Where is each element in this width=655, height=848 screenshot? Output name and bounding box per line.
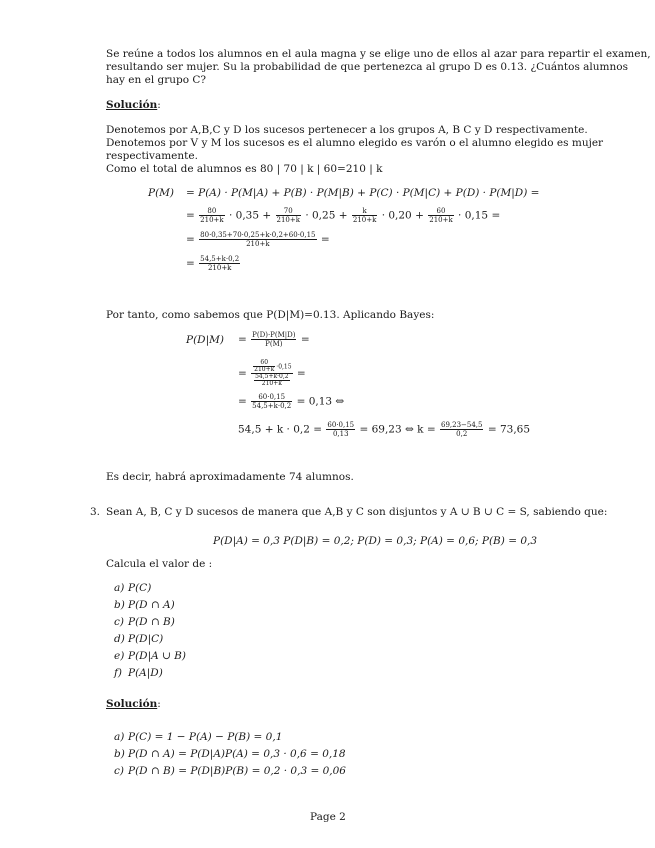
eq1-term-1: · 0,35 + bbox=[228, 209, 272, 222]
denote-line-2: Denotemos por V y M los sucesos es el alumno elegido es varón o el alumno elegido es mujer bbox=[106, 137, 604, 149]
item-e: e) P(D|A ∪ B) bbox=[114, 650, 186, 662]
eq1-term-3: · 0,20 + bbox=[381, 209, 424, 222]
eq1-row2-eq: = bbox=[186, 209, 195, 222]
bayes-row-1: = $\frac{P(D)\cdot P(M|D)}{P(M)}$ = bbox=[238, 331, 310, 348]
problem3-text: Sean A, B, C y D sucesos de manera que A,B y C son disjuntos y A ∪ B ∪ C = S, sabiendo que: bbox=[106, 506, 608, 518]
solution2-heading-colon: : bbox=[157, 698, 161, 710]
intro-line-3: hay en el grupo C? bbox=[106, 74, 207, 86]
bayes-r4-lhs: 54,5 + k · 0,2 = bbox=[238, 423, 323, 436]
eq1-row3-frac: $\frac{80\cdot 0,35+70\cdot 0,25+k\cdot 0,2+60\cdot 0,15}{210+k}$ bbox=[200, 231, 316, 248]
bayes-r2-num: $\frac{60}{210+k}$ ·0,15 bbox=[251, 360, 292, 374]
eq1-frac-2: $\frac{70}{210+k}$ bbox=[276, 207, 300, 224]
eq1-term-4: · 0,15 = bbox=[458, 209, 501, 222]
solution-heading-2 bbox=[106, 698, 161, 711]
bayes-r1-frac: $\frac{P(D)\cdot P(M|D)}{P(M)}$ bbox=[252, 331, 296, 348]
eq1-row-4: = $\frac{54,5+k\cdot 0,2}{210+k}$ bbox=[186, 255, 240, 272]
item-a: a) P(C) bbox=[114, 582, 152, 594]
solution-heading-text: Solución bbox=[106, 99, 158, 111]
page-number: Page 2 bbox=[310, 811, 346, 823]
eq1-term-2: · 0,25 + bbox=[305, 209, 348, 222]
bayes-r3-frac: $\frac{60\cdot 0,15}{54,5+k\cdot 0,2}$ bbox=[252, 393, 292, 410]
bayes-lhs: P(D|M) bbox=[186, 334, 224, 346]
bayes-r3-tail: = 0,13 ⇔ bbox=[296, 395, 345, 408]
item-f: f) P(A|D) bbox=[114, 667, 163, 679]
answer-c: c) P(D ∩ B) = P(D|B)P(B) = 0,2 · 0,3 = 0,06 bbox=[114, 765, 346, 777]
eq1-row-2 bbox=[186, 207, 500, 224]
item-d: d) P(D|C) bbox=[114, 633, 164, 645]
answer-a: a) P(C) = 1 − P(A) − P(B) = 0,1 bbox=[114, 731, 283, 743]
bayes-row-3: = $\frac{60\cdot 0,15}{54,5+k\cdot 0,2}$ = 0,13 ⇔ bbox=[238, 393, 345, 410]
bayes-text: Por tanto, como sabemos que P(D|M)=0.13. Aplicando Bayes: bbox=[106, 309, 435, 321]
problem3-given: P(D|A) = 0,3 P(D|B) = 0,2; P(D) = 0,3; P(A) = 0,6; P(B) = 0,3 bbox=[213, 535, 538, 547]
eq1-frac-4: $\frac{60}{210+k}$ bbox=[429, 207, 453, 224]
bayes-r4-result: = 73,65 bbox=[487, 423, 531, 436]
bayes-r4-frac-1: $\frac{60\cdot 0,15}{0,13}$ bbox=[327, 421, 355, 438]
problem3-number: 3. bbox=[90, 506, 101, 518]
eq1-row-1: = P(A) · P(M|A) + P(B) · P(M|B) + P(C) · P(M|C) + P(D) · P(M|D) = bbox=[186, 187, 540, 199]
item-b: b) P(D ∩ A) bbox=[114, 599, 175, 611]
eq1-row3-eq: = bbox=[320, 233, 330, 246]
eq1-frac-3: $\frac{k}{210+k}$ bbox=[352, 207, 377, 224]
bayes-r4-mid: = 69,23 ⇔ k = bbox=[359, 423, 436, 436]
bayes-row-4 bbox=[238, 421, 530, 438]
item-c: c) P(D ∩ B) bbox=[114, 616, 175, 628]
denote-line-4: Como el total de alumnos es 80 | 70 | k | 60=210 | k bbox=[106, 163, 383, 175]
solution2-heading-text: Solución bbox=[106, 698, 158, 710]
bayes-row-2: = $\frac{60}{210+k}$ ·0,15 $\frac{54,5+k\cdot 0,2}{210+k}$ = bbox=[238, 359, 306, 387]
solution-heading-colon: : bbox=[157, 99, 161, 111]
problem3-calc: Calcula el valor de : bbox=[106, 558, 213, 570]
eq1-row4-frac: $\frac{54,5+k\cdot 0,2}{210+k}$ bbox=[200, 255, 240, 272]
bayes-r2-frac bbox=[251, 360, 292, 387]
intro-line-1: Se reúne a todos los alumnos en el aula magna y se elige uno de ellos al azar para repartir el examen, bbox=[106, 48, 651, 60]
eq1-frac-1: $\frac{80}{210+k}$ bbox=[200, 207, 224, 224]
conclusion-text: Es decir, habrá aproximadamente 74 alumnos. bbox=[106, 471, 354, 483]
eq1-lhs: P(M) bbox=[148, 187, 175, 199]
denote-line-1: Denotemos por A,B,C y D los sucesos pertenecer a los grupos A, B C y D respectivamente. bbox=[106, 124, 588, 136]
solution-heading-1 bbox=[106, 99, 161, 112]
answer-b: b) P(D ∩ A) = P(D|A)P(A) = 0,3 · 0,6 = 0,18 bbox=[114, 748, 346, 760]
bayes-r4-frac-2: $\frac{69,23-54,5}{0,2}$ bbox=[440, 421, 483, 438]
denote-line-3: respectivamente. bbox=[106, 150, 198, 162]
bayes-r2-den: $\frac{54,5+k\cdot 0,2}{210+k}$ bbox=[255, 373, 289, 387]
eq1-row-3: = $\frac{80\cdot 0,35+70\cdot 0,25+k\cdot 0,2+60\cdot 0,15}{210+k}$ = bbox=[186, 231, 330, 248]
intro-line-2: resultando ser mujer. Su la probabilidad de que pertenezca al grupo D es 0.13. ¿Cuántos alumnos bbox=[106, 61, 628, 73]
